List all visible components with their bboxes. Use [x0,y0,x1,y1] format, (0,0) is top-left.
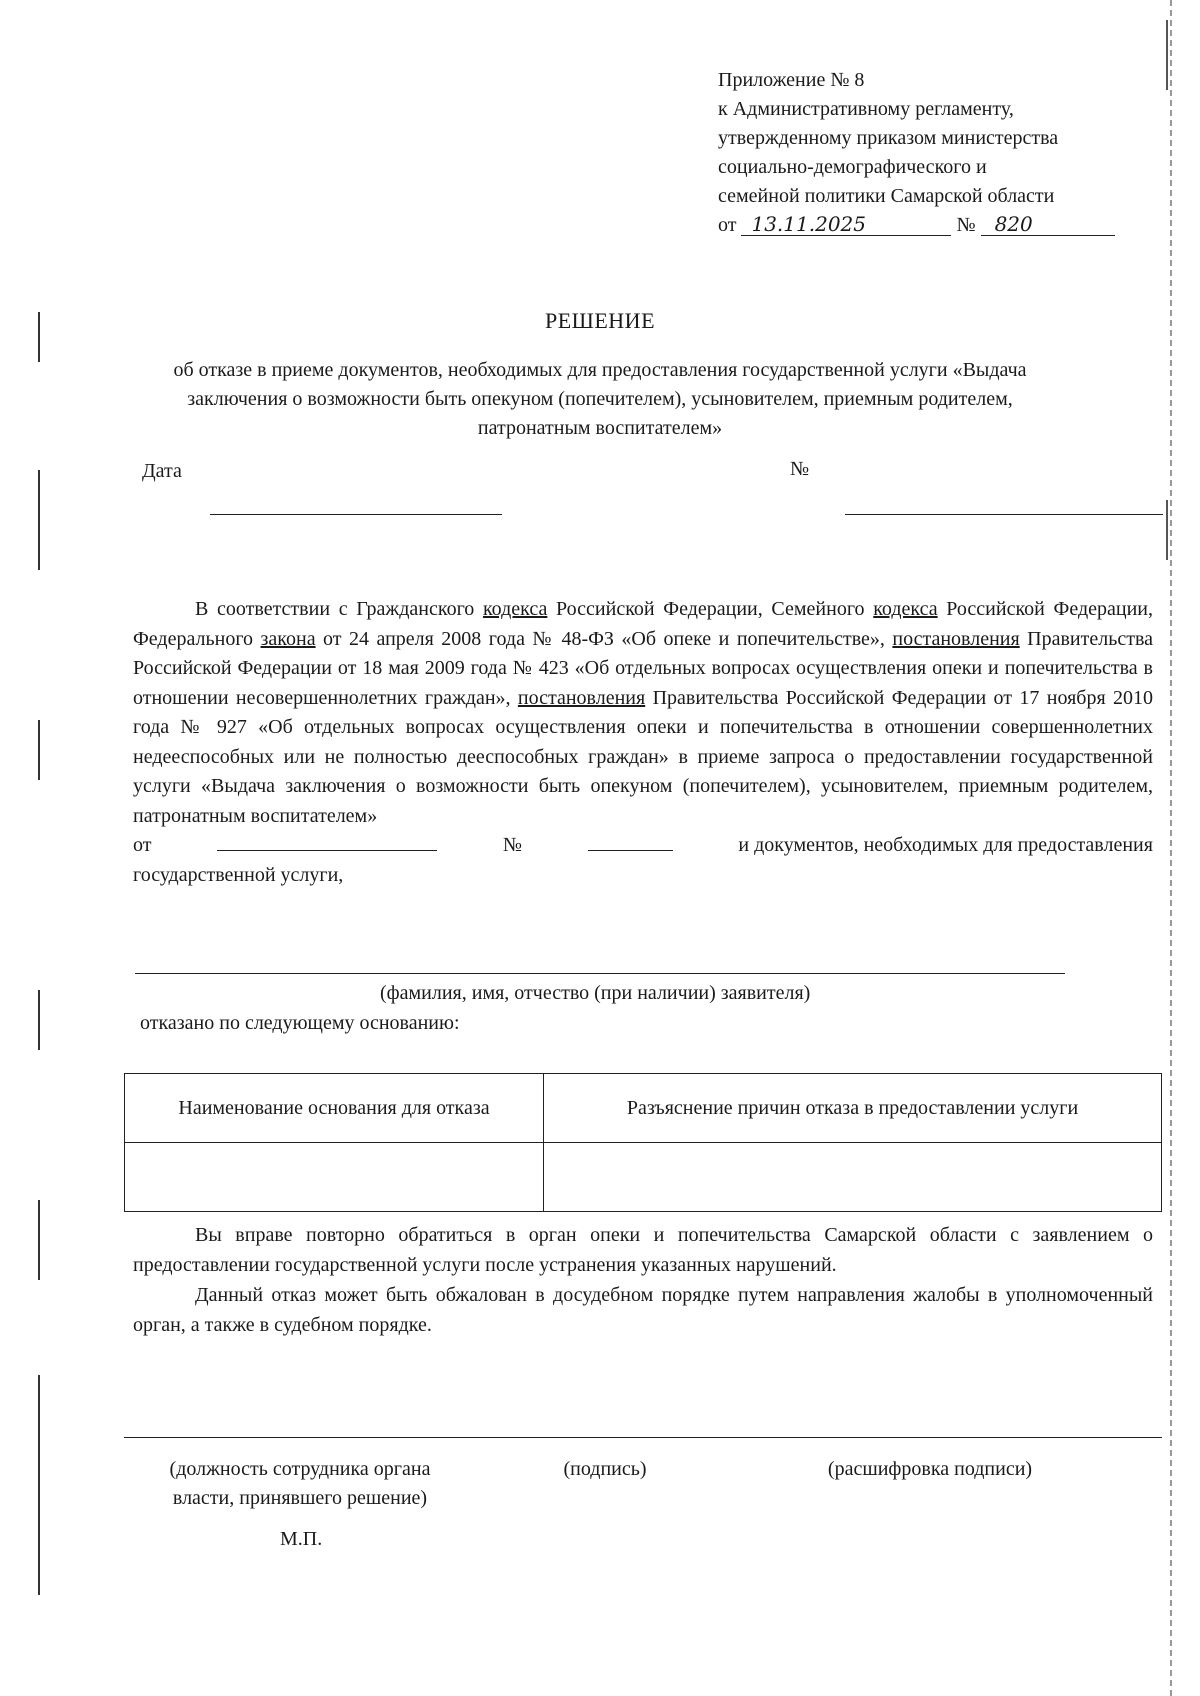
paragraph [133,595,1153,831]
text-run: Правительства Российской Федерации от 18 мая 2009 года № 423 «Об отдельных вопросах осуществления опеки и попечительства в отношении несовершеннолетних граждан», [133,627,1154,709]
main-paragraph [133,595,1153,890]
text-run: от 24 апреля 2008 года № 48-ФЗ «Об опеке и попечительстве», [315,627,893,650]
paragraph: Вы вправе повторно обратиться в орган опеки и попечительства Самарской области с заявлением о предоставлении государственной услуги после устранения указанных нарушений. [133,1224,1153,1276]
scan-artifact [38,990,40,1050]
table-cell [125,1143,544,1212]
number-field-line [845,514,1163,515]
appendix-block [718,66,1158,240]
applicant-name-line [135,973,1065,974]
text-run: Российской Федерации, Семейного [547,598,874,620]
scan-artifact [38,720,40,780]
position-caption: (должность сотрудника органа власти, принявшего решение) [169,1458,431,1509]
stamp-place-label: М.П. [280,1528,323,1550]
text-run: Правительства Российской Федерации от 17 ноября 2010 года № 927 «Об отдельных вопросах осуществления опеки и попечительства в отношении совершеннолетних недееспособных или не полностью дееспособных граждан» в приеме запроса о предоставлении государственной услуги «Выдача заключения о возможности быть опекуном (попечителем), усыновителем, приемным родителем, патронатным воспитателем» [133,686,1154,827]
refusal-reasons-table [124,1073,1162,1212]
scan-artifact [38,1200,40,1280]
table-row [125,1143,1162,1212]
scan-artifact [1166,20,1168,90]
text-run: В соответствии с Гражданского [195,598,483,620]
document-title: РЕШЕНИЕ [544,308,656,333]
row-tail-text: и документов, необходимых для предоставления [738,834,1153,856]
request-date-blank [217,832,437,851]
scan-artifact [38,1375,40,1595]
codex-link: кодекса [873,598,938,620]
codex-link: кодекса [482,598,548,620]
from-label: от [133,834,152,856]
law-link: закона [260,627,316,650]
table-header-cell: Разъяснение причин отказа в предоставлении услуги [544,1074,1162,1143]
appendix-line: утвержденному приказом министерства [718,127,1059,149]
decryption-caption: (расшифровка подписи) [827,1458,1033,1480]
closing-paragraphs [133,1220,1153,1340]
appendix-number-label: № [956,214,976,236]
request-details-row [133,831,1153,861]
text-run: Российской Федерации, Федерального [133,598,1153,650]
number-label: № [790,458,810,480]
document-subtitle: об отказе в приеме документов, необходимых для предоставления государственной услуги «Выдача заключения о возможности быть опекуном (попечителем), усыновителем, приемным родителем, патронатным воспитателем» [173,359,1027,439]
scan-artifact [38,470,40,570]
appendix-line: семейной политики Самарской области [718,185,1055,207]
paragraph: Данный отказ может быть обжалован в досудебном порядке путем направления жалобы в уполномоченный орган, а также в судебном порядке. [133,1284,1153,1336]
handwritten-date: 13.11.2025 [741,213,951,236]
handwritten-number: 820 [981,213,1115,236]
date-label: Дата [142,460,182,482]
table-header-cell: Наименование основания для отказа [125,1074,544,1143]
appendix-from-label: от [718,214,737,236]
signature-caption: (подпись) [563,1458,647,1480]
request-number-blank [588,832,673,851]
date-field-line [210,514,502,515]
row-end-text: государственной услуги, [133,863,344,886]
appendix-line: социально-демографического и [718,156,987,178]
table-header-row [125,1074,1162,1143]
decree-link: постановления [517,686,646,709]
scan-artifact [1170,0,1172,1696]
appendix-date-line [718,211,1158,240]
appendix-line: к Административному регламенту, [718,98,1014,120]
table-cell [544,1143,1162,1212]
signature-line [124,1437,1162,1438]
appendix-line: Приложение № 8 [718,69,865,91]
scan-artifact [1166,500,1168,560]
number-sign: № [502,834,522,856]
decree-link: постановления [892,627,1020,650]
applicant-caption: (фамилия, имя, отчество (при наличии) заявителя) [380,982,811,1004]
refused-text: отказано по следующему основанию: [140,1012,460,1034]
